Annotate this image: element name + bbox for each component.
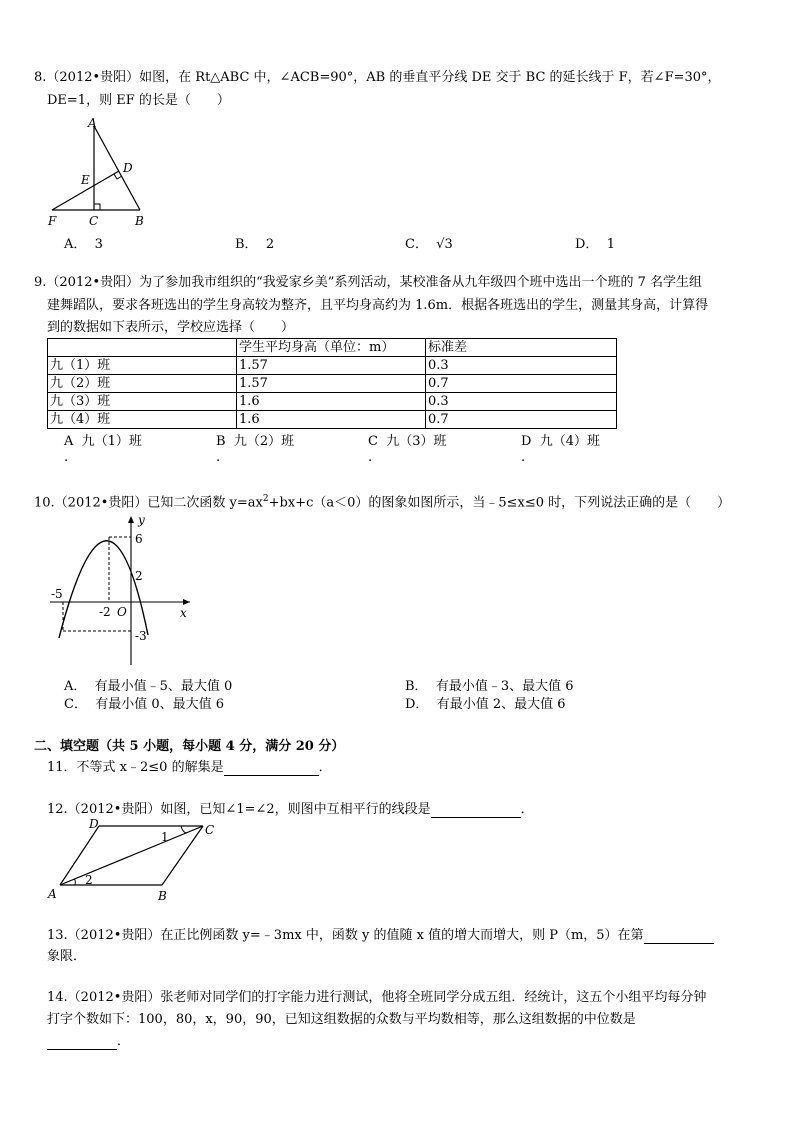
q10-label-x: x — [180, 606, 187, 620]
q14-answer-blank[interactable] — [47, 1036, 117, 1050]
q12-label-d: D — [89, 817, 99, 831]
q10-label-6: 6 — [135, 532, 143, 546]
q12-segment-ad — [60, 826, 99, 885]
q14-stem-line2: 打字个数如下：100，80，x，90，90，已知这组数据的众数与平均数相等，那么这组数据的中位数是 — [47, 1012, 636, 1027]
table-cell: 0.3 — [426, 357, 617, 375]
q8-option-b: B． 2 — [235, 237, 275, 252]
q10-parabola-curve — [59, 541, 148, 638]
q9-option-d-dot: . — [521, 450, 526, 465]
table-row — [48, 411, 617, 429]
table-cell: 1.57 — [237, 357, 426, 375]
table-cell: 1.6 — [237, 393, 426, 411]
q10-option-b: B． 有最小值﹣3、最大值 6 — [405, 679, 574, 694]
q9-stem-line3: 到的数据如下表所示，学校应选择（ ） — [47, 320, 295, 335]
q9-stem-line1: 9.（2012•贵阳）为了参加我市组织的“我爱家乡美”系列活动，某校准备从九年级四个班中选出一个班的 7 名学生组 — [34, 275, 702, 290]
section-2-heading: 二、填空题（共 5 小题，每小题 4 分，满分 20 分） — [34, 739, 345, 754]
q9-option-d: D 九（4）班 — [521, 434, 600, 449]
table-cell: 0.7 — [426, 375, 617, 393]
table-cell: 1.6 — [237, 411, 426, 429]
table-header-cell: 学生平均身高（单位：m） — [237, 339, 426, 357]
q8-option-a: A． 3 — [64, 237, 103, 252]
q12-segment-ac — [60, 826, 203, 885]
table-cell: 1.57 — [237, 375, 426, 393]
q10-option-c: C． 有最小值 0、最大值 6 — [64, 697, 225, 712]
q8-label-f: F — [48, 214, 57, 228]
q12-answer-blank[interactable] — [431, 804, 521, 818]
q9-data-table — [47, 338, 617, 429]
q10-x-axis-arrow — [183, 599, 190, 605]
q12-label-b: B — [158, 889, 167, 903]
q10-stem: 10.（2012•贵阳）已知二次函数 $y=ax^2+bx+c(a<0)$的图象如图所示，当﹣5≤x≤0 时，下列说法正确的是（ ） — [34, 494, 731, 511]
q8-label-b: B — [135, 214, 144, 228]
q9-option-b-dot: . — [216, 450, 221, 465]
q8-triangle-figure — [40, 112, 160, 232]
q8-stem-line1: 8.（2012•贵阳）如图，在 Rt△ABC 中，∠ACB=90°，AB 的垂直平分线 DE 交于 BC 的延长线于 F，若∠F=30°， — [34, 70, 721, 85]
q9-option-b: B 九（2）班 — [216, 434, 295, 449]
table-cell: 九（1）班 — [48, 357, 237, 375]
q9-option-c-dot: . — [368, 450, 373, 465]
q8-option-c: C． √3 — [405, 237, 453, 252]
q8-label-c: C — [89, 214, 99, 228]
table-cell: 0.7 — [426, 411, 617, 429]
q13-answer-blank[interactable] — [644, 930, 714, 944]
q12-angle-2-arc — [74, 879, 75, 885]
q8-option-d: D． 1 — [575, 237, 615, 252]
q11-stem: 11．不等式 x﹣2≤0 的解集是 ． — [47, 760, 332, 775]
q8-label-a: A — [88, 116, 97, 130]
table-cell: 九（2）班 — [48, 375, 237, 393]
q13-stem-line1: 13.（2012•贵阳）在正比例函数 y=﹣3mx 中，函数 y 的值随 x 值的增大而增大，则 P（m，5）在第 — [47, 928, 714, 944]
q10-label-neg3: -3 — [135, 629, 147, 643]
q10-label-neg2: -2 — [99, 605, 111, 619]
table-header-cell — [48, 339, 237, 357]
table-cell: 九（3）班 — [48, 393, 237, 411]
q12-label-2: 2 — [85, 873, 93, 887]
table-row — [48, 357, 617, 375]
table-header-row — [48, 339, 617, 357]
q9-stem-line2: 建舞蹈队，要求各班选出的学生身高较为整齐，且平均身高约为 1.6m．根据各班选出的学生，测量其身高，计算得 — [47, 298, 709, 313]
table-row — [48, 375, 617, 393]
q9-option-c: C 九（3）班 — [368, 434, 447, 449]
q8-label-e: E — [81, 173, 90, 187]
q10-option-d: D． 有最小值 2、最大值 6 — [405, 697, 566, 712]
q14-stem-line1: 14.（2012•贵阳）张老师对同学们的打字能力进行测试，他将全班同学分成五组．经统计，这五个小组平均每分钟 — [47, 990, 707, 1005]
table-cell: 九（4）班 — [48, 411, 237, 429]
q10-label-y: y — [138, 513, 145, 527]
q12-label-a: A — [48, 887, 57, 901]
q14-answer-line: ． — [47, 1034, 130, 1050]
q9-option-a: A 九（1）班 — [64, 434, 142, 449]
table-row — [48, 393, 617, 411]
q10-option-a: A． 有最小值﹣5、最大值 0 — [64, 679, 233, 694]
q12-label-1: 1 — [161, 830, 169, 844]
table-cell: 0.3 — [426, 393, 617, 411]
q10-y-axis-arrow — [128, 516, 134, 523]
q12-label-c: C — [205, 823, 215, 837]
q11-answer-blank[interactable] — [224, 762, 319, 776]
q8-right-angle-c — [94, 204, 100, 210]
q8-segment-ab — [94, 126, 140, 210]
q12-angle-1-arc — [181, 826, 187, 833]
q13-stem-line2: 象限． — [47, 949, 87, 964]
q9-option-a-dot: . — [64, 450, 69, 465]
q8-stem-line2: DE=1，则 EF 的长是（ ） — [47, 93, 230, 108]
q8-label-d: D — [123, 161, 133, 175]
q10-label-origin: O — [117, 605, 127, 619]
q10-parabola-graph — [45, 510, 195, 670]
q10-label-2: 2 — [135, 569, 143, 583]
q12-parallelogram-figure — [45, 818, 230, 903]
q10-label-neg5: -5 — [51, 587, 63, 601]
table-header-cell: 标准差 — [426, 339, 617, 357]
q12-stem: 12.（2012•贵阳）如图，已知∠1=∠2，则图中互相平行的线段是 ． — [47, 802, 534, 817]
